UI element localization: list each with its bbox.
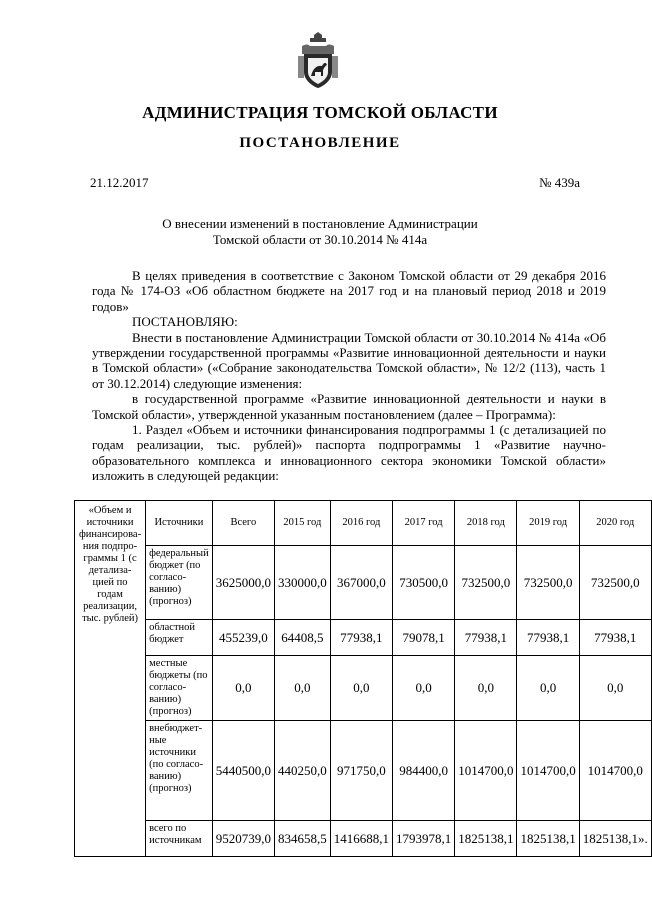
table-cell: 984400,0: [392, 721, 454, 821]
table-cell: 1825138,1».: [579, 821, 651, 857]
table-cell: 77938,1: [455, 620, 517, 656]
table-header-cell: 2015 год: [274, 501, 330, 546]
table-cell: 0,0: [212, 656, 274, 721]
table-header-cell: 2017 год: [392, 501, 454, 546]
table-cell: 0,0: [579, 656, 651, 721]
table-cell-source: местные бюджеты (по согласо-ванию) (прогноз): [146, 656, 213, 721]
financing-table: [74, 500, 652, 857]
table-header-cell: 2020 год: [579, 501, 651, 546]
table-row: [75, 620, 652, 656]
table-header-row: [75, 501, 652, 546]
subject-line-1: О внесении изменений в постановление Администрации: [162, 216, 478, 231]
table-cell: 1825138,1: [517, 821, 579, 857]
table-header-cell: 2016 год: [330, 501, 392, 546]
table-cell: 971750,0: [330, 721, 392, 821]
document-type: ПОСТАНОВЛЕНИЕ: [239, 135, 401, 151]
document-body: [92, 268, 606, 484]
table-header-cell: 2019 год: [517, 501, 579, 546]
paragraph-preamble: В целях приведения в соответствие с Законом Томской области от 29 декабря 2016 года № 174-ОЗ «Об областном бюджете на 2017 год и на плановый период 2018 и 2019 годов»: [92, 268, 606, 314]
table-cell: 732500,0: [579, 546, 651, 620]
table-row: [75, 546, 652, 620]
table-cell: 440250,0: [274, 721, 330, 821]
table-cell: 1014700,0: [455, 721, 517, 821]
table-cell: 1014700,0: [579, 721, 651, 821]
table-cell-source: всего по источникам: [146, 821, 213, 857]
document-subject: [150, 216, 490, 248]
table-cell: 1825138,1: [455, 821, 517, 857]
table-cell-source: федеральный бюджет (по согласо-ванию) (прогноз): [146, 546, 213, 620]
table-header-cell: 2018 год: [455, 501, 517, 546]
table-cell: 732500,0: [517, 546, 579, 620]
paragraph-program: в государственной программе «Развитие инновационной деятельности и науки в Томской области», утвержденной указанным постановлением (далее – Программа):: [92, 391, 606, 422]
paragraph-amend: Внести в постановление Администрации Томской области от 30.10.2014 № 414а «Об утверждении государственной программы «Развитие инновационной деятельности и науки в Томской области» («Собрание законодательства Томской области», № 12/2 (113), часть 1 от 30.12.2014) следующие изменения:: [92, 329, 606, 391]
table-cell: 3625000,0: [212, 546, 274, 620]
table-cell: 0,0: [274, 656, 330, 721]
table-row: [75, 821, 652, 857]
table-cell: 79078,1: [392, 620, 454, 656]
table-cell: 330000,0: [274, 546, 330, 620]
table-cell-source: областной бюджет: [146, 620, 213, 656]
table-cell: 77938,1: [517, 620, 579, 656]
paragraph-section: 1. Раздел «Объем и источники финансирования подпрограммы 1 (с детализацией по годам реализации, тыс. рублей)» паспорта подпрограммы 1 «Развитие научно-образовательного комплекса и инновационного сектора экономики Томской области» изложить в следующей редакции:: [92, 422, 606, 484]
paragraph-resolve: ПОСТАНОВЛЯЮ:: [132, 314, 238, 330]
organization-name: АДМИНИСТРАЦИЯ ТОМСКОЙ ОБЛАСТИ: [142, 103, 498, 122]
table-cell: 367000,0: [330, 546, 392, 620]
table-header-cell: Источники: [146, 501, 213, 546]
table-cell: 77938,1: [330, 620, 392, 656]
subject-line-2: Томской области от 30.10.2014 № 414а: [212, 232, 428, 247]
table-cell: 732500,0: [455, 546, 517, 620]
table-cell: 834658,5: [274, 821, 330, 857]
table-cell: 1416688,1: [330, 821, 392, 857]
table-row-label: «Объем и источники финансирова-ния подпро-граммы 1 (с детализа-цией по годам реализации, тыс. рублей): [75, 501, 146, 857]
table-cell: 9520739,0: [212, 821, 274, 857]
table-cell: 77938,1: [579, 620, 651, 656]
table-cell-source: внебюджет-ные источники (по согласо-ванию) (прогноз): [146, 721, 213, 821]
table-cell: 1793978,1: [392, 821, 454, 857]
table-cell: 64408,5: [274, 620, 330, 656]
table-cell: 0,0: [455, 656, 517, 721]
document-number: № 439а: [539, 175, 580, 190]
table-row: [75, 656, 652, 721]
table-cell: 0,0: [392, 656, 454, 721]
table-header-cell: Всего: [212, 501, 274, 546]
table-cell: 0,0: [517, 656, 579, 721]
table-cell: 730500,0: [392, 546, 454, 620]
document-date: 21.12.2017: [90, 175, 149, 190]
tomsk-coat-of-arms-icon: [296, 32, 340, 88]
table-row: [75, 721, 652, 821]
table-cell: 1014700,0: [517, 721, 579, 821]
table-cell: 455239,0: [212, 620, 274, 656]
table-cell: 5440500,0: [212, 721, 274, 821]
table-cell: 0,0: [330, 656, 392, 721]
